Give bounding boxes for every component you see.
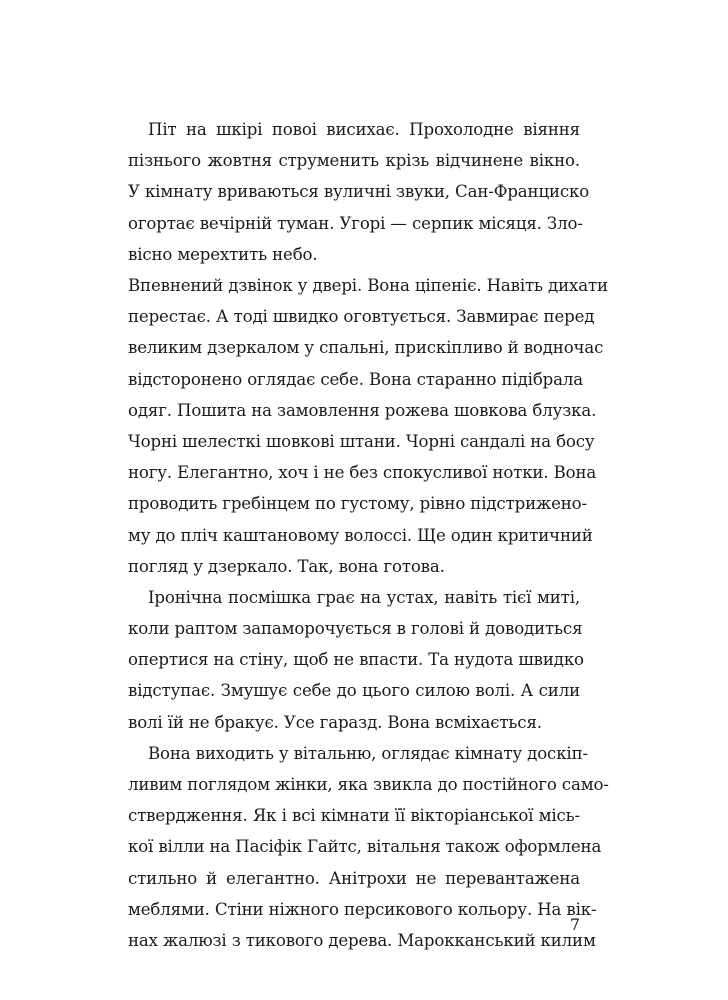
page-number: 7	[569, 915, 580, 934]
text-line: Піт на шкірі повоі висихає. Прохолодне віяння	[148, 120, 580, 139]
text-line: му до пліч каштановому волоссі. Ще один критичний	[128, 525, 593, 545]
text-line: перестає. А тоді швидко оговтується. Завмирає перед	[128, 307, 595, 327]
text-line: Вона виходить у вітальню, оглядає кімнату доскіп-	[148, 743, 588, 763]
text-line: У кімнату вриваються вуличні звуки, Сан-Франциско	[128, 182, 590, 202]
text-line: проводить гребінцем по густому, рівно підстрижено-	[128, 494, 587, 514]
text-line: Впевнений дзвінок у двері. Вона ціпеніє. Навіть дихати	[128, 276, 608, 295]
text-line: ливим поглядом жінки, яка звикла до постійного само-	[128, 775, 609, 794]
text-line: погляд у дзеркало. Так, вона готова.	[128, 556, 445, 576]
text-line: вісно мерехтить небо.	[128, 244, 318, 264]
text-line: ногу. Елегантно, хоч і не без спокусливої нотки. Вона	[128, 463, 597, 483]
text-line: відступає. Змушує себе до цього силою волі. А сили	[128, 681, 580, 701]
text-line: Чорні шелесткі шовкові штани. Чорні сандалі на босу	[128, 431, 595, 451]
text-line: Іронічна посмішка грає на устах, навіть тієї миті,	[148, 587, 580, 607]
text-line: відсторонено оглядає себе. Вона старанно підібрала	[128, 369, 584, 389]
text-line: меблями. Стіни ніжного персикового кольору. На вік-	[128, 899, 597, 919]
text-section-2	[128, 270, 609, 956]
text-line: великим дзеркалом у спальні, прискіпливо й водночас	[128, 338, 604, 358]
text-line: огортає вечірній туман. Угорі — серпик місяця. Зло-	[128, 213, 583, 233]
text-line: опертися на стіну, щоб не впасти. Та нудота швидко	[128, 650, 584, 670]
text-line: стильно й елегантно. Анітрохи не перевантажена	[128, 868, 580, 888]
text-line: ствердження. Як і всі кімнати її вікторіанської місь-	[128, 806, 580, 826]
text-line: пізнього жовтня струменить крізь відчинене вікно.	[128, 151, 580, 171]
text-section-1	[128, 114, 590, 270]
text-line: кої вілли на Пасіфік Гайтс, вітальня також оформлена	[128, 837, 602, 857]
text-line: одяг. Пошита на замовлення рожева шовкова блузка.	[128, 400, 597, 420]
text-line: волі їй не бракує. Усе гаразд. Вона всміхається.	[128, 712, 542, 732]
text-line: нах жалюзі з тикового дерева. Марокканський килим	[128, 930, 596, 950]
text-line: коли раптом запаморочується в голові й доводиться	[128, 619, 583, 639]
